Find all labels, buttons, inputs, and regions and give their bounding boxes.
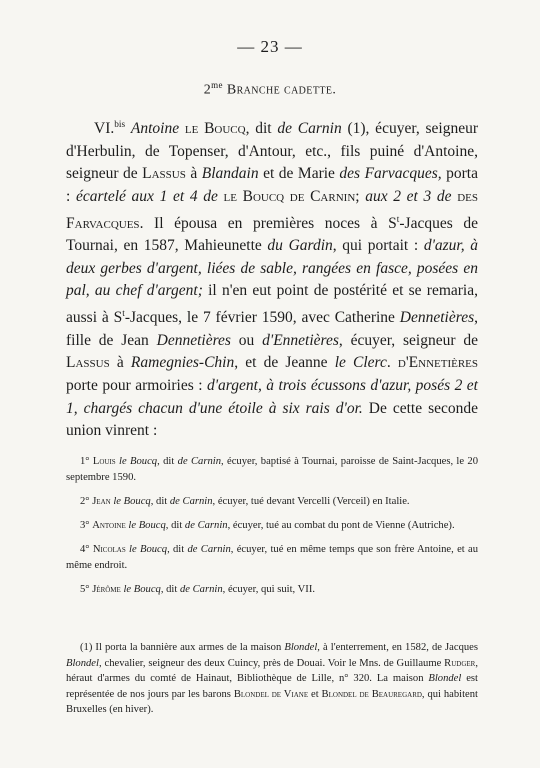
text-run: porta : (66, 165, 478, 205)
heading-ordinal: 2 (203, 82, 212, 98)
family-name: le Boucq (110, 496, 151, 507)
blazon-text: écartelé aux 1 et 4 de (75, 187, 218, 205)
generation-number: VI. (94, 120, 115, 138)
item-number: 3° (80, 520, 93, 531)
alias-name: de Carnin (177, 456, 222, 467)
text-run: porte pour armoiries : (66, 377, 207, 394)
saint-abbrev: t (122, 309, 125, 320)
saint-abbrev: t (396, 214, 400, 225)
family-name: le Boucq (184, 120, 246, 138)
blazon-text: d'azur, à deux gerbes d'argent, liées de sable, rangées en fasce, posées en pal, au chef d'argent; (66, 237, 478, 300)
first-name: Antoine (92, 520, 126, 531)
text-run: . Il épousa en premières noces à S (139, 214, 397, 232)
alias-name: de Carnin (277, 120, 342, 138)
heading-title: Branche cadette. (226, 82, 337, 98)
blazon-text: d'argent, à trois écussons d'azur, posés 2 et 1, chargés chacun d'une étoile à six rais d'or. (66, 377, 478, 417)
children-list (66, 454, 478, 606)
text-run: à (109, 354, 131, 372)
list-item (66, 518, 478, 534)
text-run: De cette seconde union vinrent : (66, 399, 478, 440)
alias-name: de Carnin (184, 520, 228, 531)
first-name: Jean (92, 496, 111, 507)
text-run: . (386, 354, 398, 372)
text-run: , écuyer, tué devant Vercelli (Verceil) en Italie. (212, 496, 410, 507)
text-run: , écuyer, qui suit, VII. (222, 584, 315, 595)
family-name: Dennetières (399, 309, 475, 327)
place-name: Blandain (201, 165, 259, 183)
person-name: Antoine (130, 120, 180, 138)
text-run: , dit (157, 456, 178, 467)
text-run: (1), écuyer, seigneur d'Herbulin, de Topenser, d'Antour, etc., fils puiné d'Antoine, seigneur de (66, 120, 479, 183)
text-run: , dit (160, 584, 180, 595)
text-run: , qui portait : (332, 237, 424, 255)
text-run: , dit (245, 120, 278, 138)
family-name: Blondel de Beauregard (321, 688, 422, 700)
footnote-text (66, 640, 478, 718)
text-run: , écuyer, tué au combat du pont de Vienne (Autriche). (227, 520, 455, 531)
item-number: 4° (80, 544, 93, 555)
text-run: et (308, 688, 322, 700)
family-name: Blondel (428, 673, 462, 685)
text-run: , chevalier, seigneur des deux Cuincy, près de Douai. Voir le Mns. de Guillaume (98, 657, 445, 669)
text-run: -Jacques, le 7 février 1590, avec Catherine (124, 309, 400, 327)
place-name: Ramegnies-Chin (130, 354, 235, 372)
item-number: 2° (80, 496, 93, 507)
family-name: des Farvacques, (339, 165, 442, 183)
blazon-text: aux 2 et 3 de (365, 187, 452, 205)
list-item (66, 542, 478, 574)
text-run: , dit (165, 520, 185, 531)
list-item (66, 454, 478, 486)
main-paragraph (66, 114, 478, 443)
list-item (66, 494, 478, 510)
text-run: à (185, 165, 202, 183)
text-run: et de Marie (258, 165, 340, 183)
item-number: 1° (80, 456, 93, 467)
family-name: Dennetières (156, 331, 231, 349)
text-run: (1) Il porta la bannière aux armes de la maison (80, 642, 285, 653)
alias-name: de Carnin (187, 544, 231, 555)
page-number: — 23 — (237, 37, 303, 56)
family-name: des Farvacques (66, 187, 478, 232)
family-name: d'Ennetières (397, 354, 479, 372)
family-name: le Boucq (120, 584, 161, 595)
first-name: Nicolas (92, 544, 126, 555)
heading-ordinal-suffix: me (211, 80, 223, 90)
first-name: Jérôme (92, 584, 121, 595)
family-name: Blondel (284, 642, 318, 653)
family-name: le Boucq (125, 544, 168, 555)
place-name: Lassus (142, 165, 186, 183)
text-run: , écuyer, tué en même temps que son frère Antoine, et au même endroit. (66, 544, 478, 571)
text-run: , à l'enterrement, en 1582, de Jacques (317, 642, 478, 653)
family-name: le Clerc (334, 354, 387, 372)
text-run: , qui habitent Bruxelles (en hiver). (66, 688, 478, 716)
family-name: Blondel (66, 657, 99, 669)
family-name: Blondel de Viane (233, 688, 309, 700)
item-number: 5° (80, 584, 93, 595)
text-run: , dit (167, 544, 188, 555)
alias-name: de Carnin (179, 584, 223, 595)
text-run: -Jacques de Tournai, en 1587, Mahieunette (66, 214, 478, 255)
family-name: d'Ennetières (262, 331, 339, 349)
text-run: , dit (150, 496, 170, 507)
family-name: le Boucq (115, 456, 158, 467)
text-run: ; (355, 187, 366, 205)
text-run: , et de Jeanne (234, 354, 335, 372)
family-name: du Gardin (267, 237, 333, 255)
family-name: Rudger (444, 657, 476, 669)
text-run: , écuyer, seigneur de (338, 331, 478, 349)
bis-superscript: bis (114, 120, 126, 130)
text-run: , écuyer, baptisé à Tournai, paroisse de Saint-Jacques, le 20 septembre 1590. (66, 456, 479, 483)
text-run: est représentée de nos jours par les barons (66, 673, 478, 700)
footnote (66, 640, 478, 718)
family-name: le Boucq (125, 520, 166, 531)
section-heading (0, 80, 540, 99)
text-run: ou (230, 331, 263, 349)
list-item (66, 582, 478, 598)
alias-name: de Carnin (169, 496, 213, 507)
main-paragraph-text (66, 114, 478, 443)
text-run: , fille de Jean (66, 309, 478, 349)
text-run: il n'en eut point de postérité et se remaria, aussi à S (66, 282, 478, 327)
place-name: Lassus (66, 354, 110, 372)
family-name: le Boucq de Carnin (223, 187, 356, 205)
first-name: Louis (92, 456, 116, 467)
text-run: , héraut d'armes du comté de Hainaut, Bibliothèque de Lille, n° 320. La maison (66, 657, 478, 685)
